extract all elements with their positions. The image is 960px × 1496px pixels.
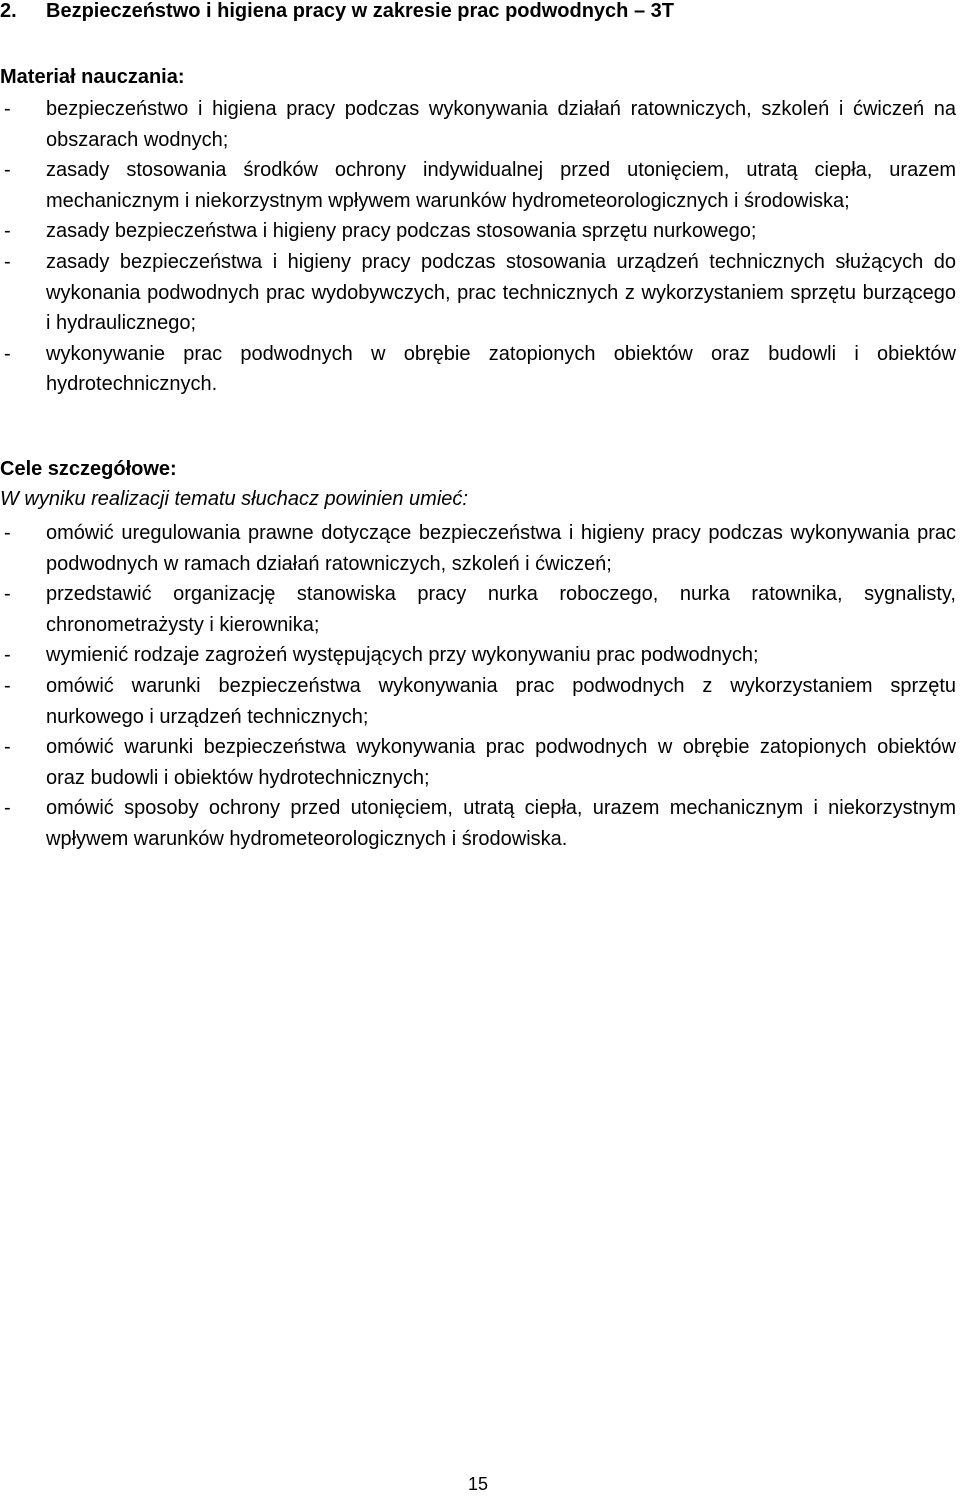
list-item <box>0 216 956 247</box>
goals-heading: Cele szczegółowe: <box>0 458 177 480</box>
list-item <box>0 155 956 216</box>
list-marker: - <box>4 522 11 544</box>
list-marker: - <box>4 250 11 273</box>
list-item <box>0 518 956 579</box>
list-marker: - <box>4 583 11 606</box>
list-item-text: bezpieczeństwo i higiena pracy podczas wykonywania działań ratowniczych, szkoleń i ćwiczeń na obszarach wodnych; <box>46 98 956 151</box>
list-item-text: zasady bezpieczeństwa i higieny pracy podczas stosowania urządzeń technicznych służących do wykonania podwodnych prac wydobywczych, prac technicznych z wykorzystaniem sprzętu burzącego i hydraulicznego; <box>46 250 956 335</box>
goals-list <box>0 518 956 855</box>
page-number: 15 <box>467 1474 489 1494</box>
list-marker: - <box>4 159 11 182</box>
list-marker: - <box>4 674 11 697</box>
list-marker: - <box>4 342 11 365</box>
material-heading: Materiał nauczania: <box>0 66 185 88</box>
list-item-text: zasady stosowania środków ochrony indywidualnej przed utonięciem, utratą ciepła, urazem mechanicznym i niekorzystnym wpływem warunków hydrometeorologicznych i środowiska; <box>46 159 956 212</box>
list-marker: - <box>4 644 11 667</box>
material-list <box>0 94 956 400</box>
list-item <box>0 671 956 732</box>
list-item <box>0 732 956 793</box>
list-item <box>0 793 956 854</box>
list-marker: - <box>4 220 11 243</box>
section-title: Bezpieczeństwo i higiena pracy w zakresie prac podwodnych – 3T <box>46 0 674 22</box>
list-item <box>0 579 956 640</box>
section-number: 2. <box>0 0 17 22</box>
list-item-text: omówić warunki bezpieczeństwa wykonywania prac podwodnych z wykorzystaniem sprzętu nurkowego i urządzeń technicznych; <box>46 674 956 728</box>
list-item <box>0 94 956 155</box>
list-item <box>0 339 956 400</box>
list-item-text: omówić sposoby ochrony przed utonięciem, utratą ciepła, urazem mechanicznym i niekorzystnym wpływem warunków hydrometeorologicznych i środowiska. <box>46 797 956 850</box>
list-item-text: wymienić rodzaje zagrożeń występujących przy wykonywaniu prac podwodnych; <box>46 644 759 667</box>
list-item-text: omówić warunki bezpieczeństwa wykonywania prac podwodnych w obrębie zatopionych obiektów oraz budowli i obiektów hydrotechnicznych; <box>46 736 956 789</box>
list-item-text: przedstawić organizację stanowiska pracy nurka roboczego, nurka ratownika, sygnalisty, chronometrażysty i kierownika; <box>46 583 956 636</box>
goals-intro: W wyniku realizacji tematu słuchacz powinien umieć: <box>0 488 468 510</box>
list-item-text: zasady bezpieczeństwa i higieny pracy podczas stosowania sprzętu nurkowego; <box>46 220 757 243</box>
list-marker: - <box>4 98 11 120</box>
list-marker: - <box>4 797 11 820</box>
list-item-text: wykonywanie prac podwodnych w obrębie zatopionych obiektów oraz budowli i obiektów hydrotechnicznych. <box>46 342 956 396</box>
list-item-text: omówić uregulowania prawne dotyczące bezpieczeństwa i higieny pracy podczas wykonywania prac podwodnych w ramach działań ratowniczych, szkoleń i ćwiczeń; <box>46 522 956 575</box>
list-item <box>0 247 956 339</box>
list-marker: - <box>4 736 11 759</box>
section-heading <box>0 0 960 25</box>
list-item <box>0 640 956 671</box>
